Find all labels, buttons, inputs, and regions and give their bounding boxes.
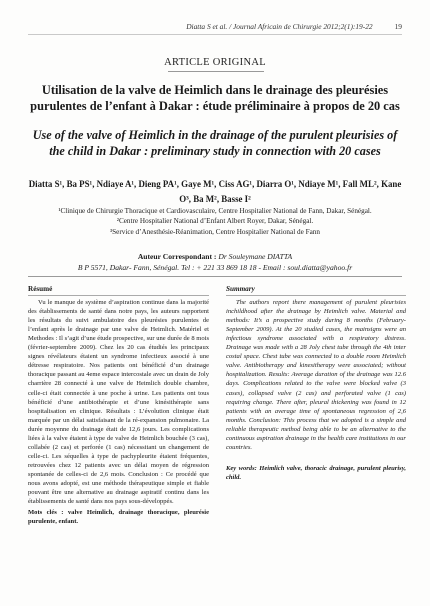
summary-body: The authors report there management of purulent pleurisies inchildhood after the drainage by Heimlich valve. Material and methods: It’s a prospective study during 8 months (February-September 2009). At the 20 studied cases, the mainsigns were an infectious syndrome associated with a respiratory distress. Drainage was made with a 28 Joly chest tube through the 4th inter costal space. Chest tube was connected to a double room Heimlich valve. Antibiotherapy and kinesitherapy were associated; without hospitalization. Results: Average duration of the drainage was 12.6 days. Complications related to the valve were blocked valve (3 cases), collapsed valve (2 cas) and perforated valve (1 cas) requiring change. There after, pleural thickening was found in 12 patients with an average time of spontaneous regression of 2,6 months. Conclusion: This process that we adopted is a simple and reliable therapeutic method being able to be an alternative to the continuous aspiration drainage in the health care institutions in our countries. xyxy=(226,299,406,451)
resume-column xyxy=(28,285,209,526)
affiliations xyxy=(42,206,388,237)
corresponding-author xyxy=(28,252,402,273)
affiliation-3: ³Service d’Anesthésie-Réanimation, Centre Hospitalier National de Fann xyxy=(110,227,320,236)
title-english: Use of the valve of Heimlich in the drainage of the purulent pleurisies of the child in Dakar : preliminary study in connection with 20 cases xyxy=(32,128,398,158)
corresponding-label: Auteur Correspondant : xyxy=(137,252,217,261)
affiliation-2: ²Centre Hospitalier National d’Enfant Albert Royer, Dakar, Sénégal. xyxy=(116,217,314,226)
running-header xyxy=(28,22,402,35)
header-divider xyxy=(28,276,402,277)
author-list: Diatta S¹, Ba PS¹, Ndiaye A¹, Dieng PA¹, Gaye M¹, Ciss AG¹, Diarra O¹, Ndiaye M¹, Fall ML², Kane O³, Ba M², Basse I² xyxy=(28,179,402,204)
summary-keywords: Key words: Heimlich valve, thoracic drainage, purulent pleurisy, child. xyxy=(226,464,406,481)
resume-heading: Résumé xyxy=(28,285,209,296)
section-label: ARTICLE ORIGINAL xyxy=(164,57,266,68)
section-divider xyxy=(168,71,264,72)
summary-heading: Summary xyxy=(226,285,406,296)
summary-column xyxy=(226,285,406,482)
corresponding-name: Dr Souleymane DIATTA xyxy=(218,252,293,261)
affiliation-1: ¹Clinique de Chirurgie Thoracique et Cardiovasculaire, Centre Hospitalier National de Fann, Dakar, Sénégal. xyxy=(58,207,372,215)
page-number: 19 xyxy=(394,22,402,31)
resume-body: Vu le manque de système d’aspiration continue dans la majorité des établissements de santé dans notre pays, les auteurs rapportent les résultats du suivi ambulatoire des pleurésies purulentes de l’enfant après le drainage par une valve de Heimlich. Matériel et Methodes : Il s’agit d’une étude prospective, sur une durée de 8 mois (février-septembre 2009). Chez les 20 cas étudiés les principaux signes révélateurs étaient un syndrome infectieux associé à une détresse respiratoire. Nos patients ont bénéficié d’un drainage thoracique passant au 4eme espace intercostale avec un drain de Joly charrière 28 connecté à une valve de Heimlich double chambre, celle-ci était connectée à une poche à urine. Les patients ont tous bénéficié d’une antibiothérapie et d’une kinésithérapie sans hospitalisation en clinique. Résultats : L’évolution clinique était marquée par un délai satisfaisant de la ré-expansion pulmonaire. La durée moyenne du drainage était de 12,6 jours. Les complications liées à la valve étaient à type de valve de Heimlich bouchée (3 cas), collabée (2 cas) et perforée (1 cas) nécessitant un changement de celle-ci. Les séquelles à type de pachypleurite étaient fréquentes, retrouvées chez 12 patients avec un délai moyen de régression spontanée de celles-ci de 2,6 mois. Conclusion : Ce procédé que nous avons adopté, est une méthode thérapeutique simple et fiable pouvant être une alternative au drainage aspiratif continu dans les établissements de santé dans nos pays sous-développés. xyxy=(28,299,209,506)
journal-citation: Diatta S et al. / Journal Africain de Chirurgie 2012;2(1):19-22 xyxy=(186,22,373,31)
corresponding-address: B P 5571, Dakar- Fann, Sénégal. Tel : + 221 33 869 18 18 - Email : soul.diatta@yahoo.fr xyxy=(77,262,353,272)
resume-keywords: Mots clés : valve Heimlich, drainage thoracique, pleurésie purulente, enfant. xyxy=(28,509,209,526)
title-french: Utilisation de la valve de Heimlich dans le drainage des pleurésies purulentes de l’enfant à Dakar : étude préliminaire à propos de 20 cas xyxy=(30,83,400,113)
